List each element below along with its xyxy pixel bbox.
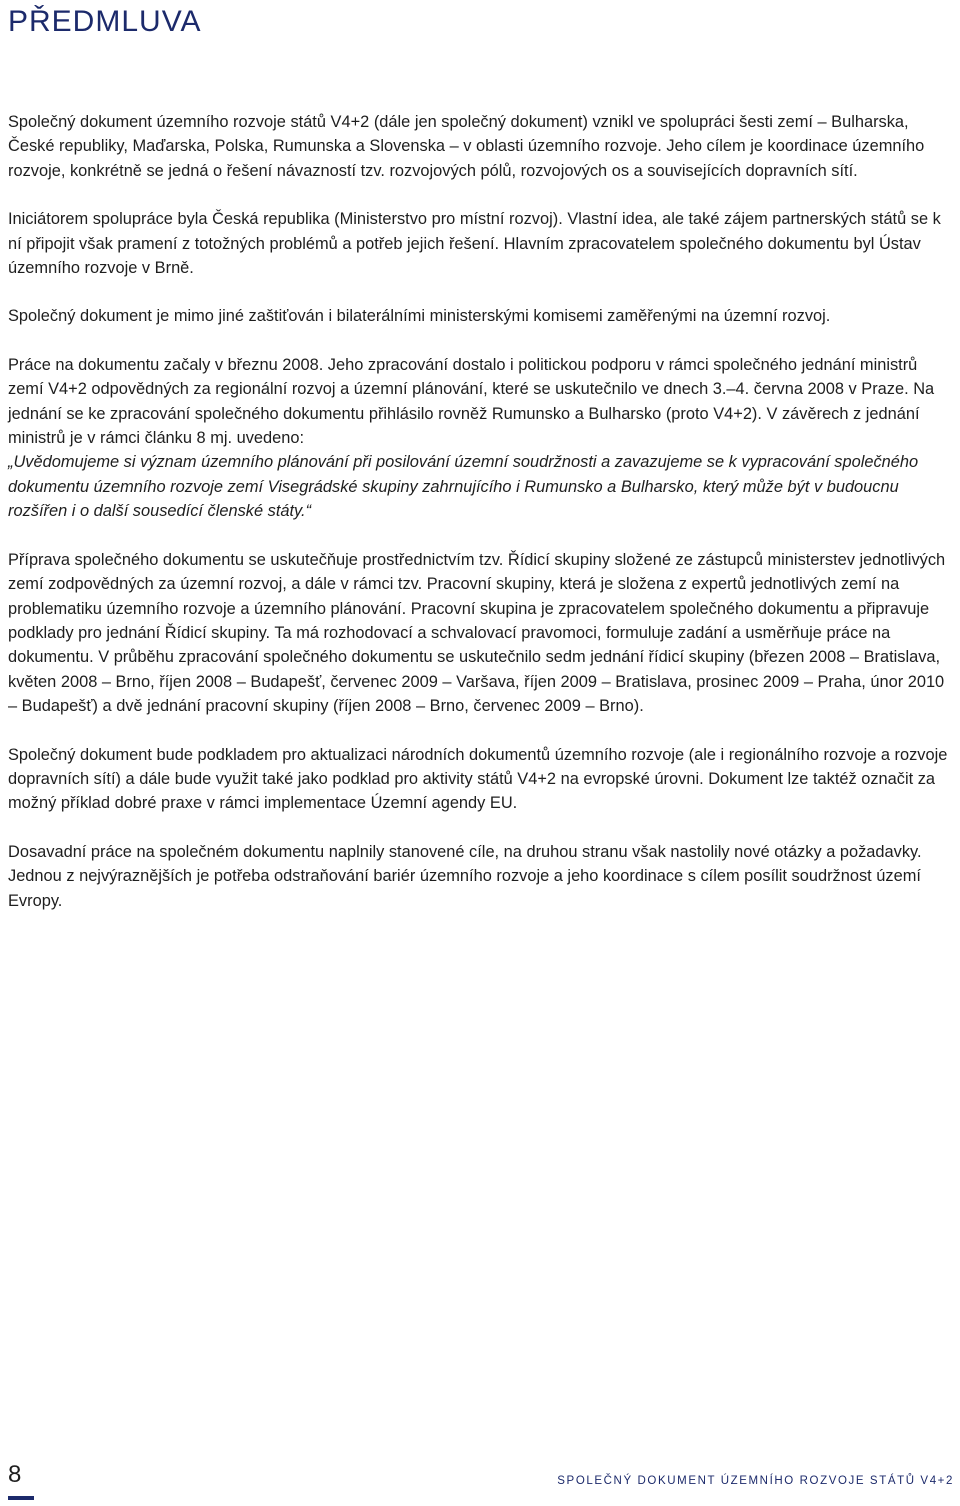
document-body	[8, 110, 956, 937]
ministers-quote: „Uvědomujeme si význam územního plánování při posilování územní soudržnosti a zavazujeme se k vypracování společného dokumentu územního rozvoje zemí Visegrádské skupiny zahrnujícího i Rumunsko a Bulharsko, který může být v budoucnu rozšířen i o další sousedící členské státy.“	[8, 453, 919, 521]
paragraph-commissions: Společný dokument je mimo jiné zaštiťován i bilaterálními ministerskými komisemi zaměřenými na územní rozvoj.	[8, 307, 831, 326]
paragraph-usage: Společný dokument bude podkladem pro aktualizaci národních dokumentů územního rozvoje (ale i regionálního rozvoje a rozvoje dopravních sítí) a dále bude využit také jako podklad pro aktivity států V4+2 na evropské úrovni. Dokument lze taktéž označit za možný příklad dobré praxe v rámci implementace Územní agendy EU.	[8, 745, 948, 813]
paragraph-work-start: Práce na dokumentu začaly v březnu 2008. Jeho zpracování dostalo i politickou podporu v rámci společného jednání ministrů zemí V4+2 odpovědných za regionální rozvoj a územní plánování, které se uskutečnilo ve dnech 3.–4. června 2008 v Praze. Na jednání se ke zpracování společného dokumentu přihlásilo rovněž Rumunsko a Bulharsko (proto V4+2). V závěrech z jednání ministrů je v rámci článku 8 mj. uvedeno:	[8, 355, 935, 448]
paragraph-conclusion: Dosavadní práce na společném dokumentu naplnily stanovené cíle, na druhou stranu však nastolily nové otázky a požadavky. Jednou z nejvýraznějších je potřeba odstraňování bariér územního rozvoje a jeho koordinace s cílem posílit soudržnost území Evropy.	[8, 842, 922, 910]
footer-accent-rule	[8, 1496, 34, 1500]
paragraph-preparation: Příprava společného dokumentu se uskutečňuje prostřednictvím tzv. Řídicí skupiny složené ze zástupců ministerstev jednotlivých zemí zodpovědných za územní rozvoj, a dále v rámci tzv. Pracovní skupiny, která je složena z expertů jednotlivých zemí na problematiku územního rozvoje a územního plánování. Pracovní skupina je zpracovatelem společného dokumentu a připravuje podklady pro jednání Řídicí skupiny. Ta má rozhodovací a schvalovací pravomoci, formuluje zadání a usměrňuje práce na dokumentu. V průběhu zpracování společného dokumentu se uskutečnilo sedm jednání řídicí skupiny (březen 2008 – Bratislava, květen 2008 – Brno, říjen 2008 – Budapešť, červenec 2009 – Varšava, říjen 2009 – Bratislava, prosinec 2009 – Praha, únor 2010 – Budapešť) a dvě jednání pracovní skupiny (říjen 2008 – Brno, červenec 2009 – Brno).	[8, 550, 946, 716]
footer-document-title: SPOLEČNÝ DOKUMENT ÚZEMNÍHO ROZVOJE STÁTŮ V4+2	[557, 1475, 954, 1487]
paragraph-intro: Společný dokument územního rozvoje států V4+2 (dále jen společný dokument) vznikl ve spolupráci šesti zemí – Bulharska, České republiky, Maďarska, Polska, Rumunska a Slovenska – v oblasti územního rozvoje. Jeho cílem je koordinace územního rozvoje, konkrétně se jedná o řešení návazností tzv. rozvojových pólů, rozvojových os a souvisejících dopravních sítí.	[8, 113, 925, 180]
paragraph-initiator: Iniciátorem spolupráce byla Česká republika (Ministerstvo pro místní rozvoj). Vlastní idea, ale také zájem partnerských států se k ní připojit však pramení z totožných problémů a potřeb jejich řešení. Hlavním zpracovatelem společného dokumentu byl Ústav územního rozvoje v Brně.	[8, 210, 941, 278]
page-number: 8	[8, 1461, 22, 1488]
page-title: PŘEDMLUVA	[8, 5, 202, 38]
